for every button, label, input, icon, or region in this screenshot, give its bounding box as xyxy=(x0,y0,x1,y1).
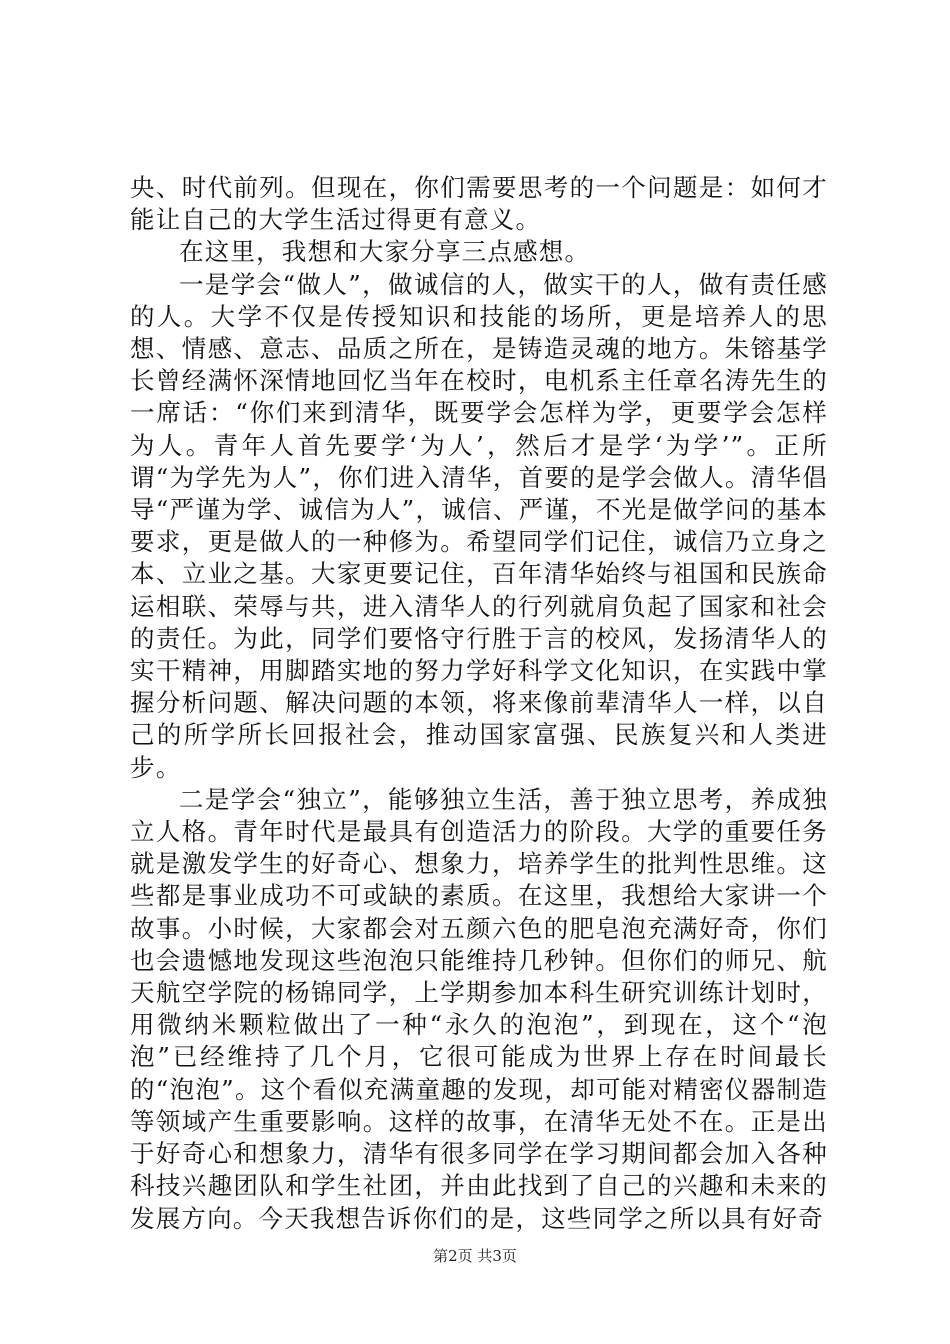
paragraph-point-one: 一是学会“做人”，做诚信的人，做实干的人，做有责任感的人。大学不仅是传授知识和技能的场所，更是培养人的思想、情感、意志、品质之所在，是铸造灵魂的地方。朱镕基学长曾经满怀深情地回忆当年在校时，电机系主任章名涛先生的一席话：“你们来到清华，既要学会怎样为学，更要学会怎样为人。青年人首先要学‘为人’，然后才是学‘为学’”。正所谓“为学先为人”，你们进入清华，首要的是学会做人。清华倡导“严谨为学、诚信为人”，诚信、严谨，不光是做学问的基本要求，更是做人的一种修为。希望同学们记住，诚信乃立身之本、立业之基。大家更要记住，百年清华始终与祖国和民族命运相联、荣辱与共，进入清华人的行列就肩负起了国家和社会的责任。为此，同学们要恪守行胜于言的校风，发扬清华人的实干精神，用脚踏实地的努力学好科学文化知识，在实践中掌握分析问题、解决问题的本领，将来像前辈清华人一样，以自己的所学所长回报社会，推动国家富强、民族复兴和人类进步。 xyxy=(130,269,828,782)
paragraph-point-two: 二是学会“独立”，能够独立生活，善于独立思考，养成独立人格。青年时代是最具有创造活力的阶段。大学的重要任务就是激发学生的好奇心、想象力，培养学生的批判性思维。这些都是事业成功不可或缺的素质。在这里，我想给大家讲一个故事。小时候，大家都会对五颜六色的肥皂泡充满好奇，你们也会遗憾地发现这些泡泡只能维持几秒钟。但你们的师兄、航天航空学院的杨锦同学，上学期参加本科生研究训练计划时，用微纳米颗粒做出了一种“永久的泡泡”，到现在，这个“泡泡”已经维持了几个月，它很可能成为世界上存在时间最长的“泡泡”。这个看似充满童趣的发现，却可能对精密仪器制造等领域产生重要影响。这样的故事，在清华无处不在。正是出于好奇心和想象力，清华有很多同学在学习期间都会加入各种科技兴趣团队和学生社团，并由此找到了自己的兴趣和未来的发展方向。今天我想告诉你们的是，这些同学之所以具有好奇 xyxy=(130,784,828,1233)
paragraph-continuation: 央、时代前列。但现在，你们需要思考的一个问题是：如何才能让自己的大学生活过得更有意义。 xyxy=(130,173,828,235)
body-text xyxy=(130,172,828,1235)
paragraph-intro: 在这里，我想和大家分享三点感想。 xyxy=(179,237,591,267)
page-footer: 第2页 共3页 xyxy=(433,1247,517,1265)
